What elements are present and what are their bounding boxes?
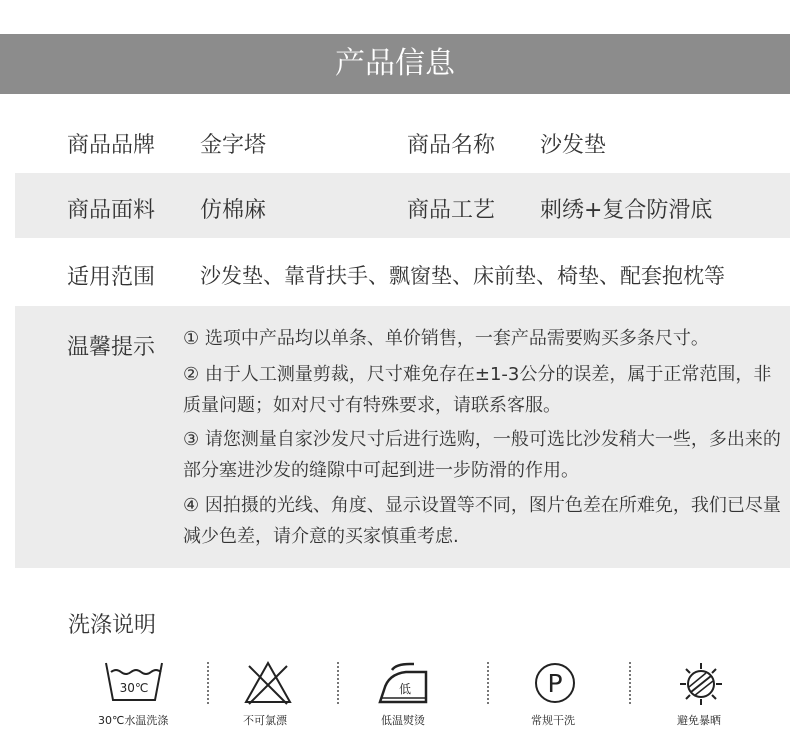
divider: [487, 662, 489, 704]
fabric-value: 仿棉麻: [200, 198, 267, 223]
section-header: [0, 34, 790, 94]
product-name-label: 商品名称: [407, 133, 496, 158]
no-bleach-icon: [243, 660, 293, 706]
product-name-value: 沙发垫: [540, 133, 607, 158]
scope-label: 适用范围: [67, 265, 156, 290]
iron-level-text: 低: [398, 682, 412, 696]
dry-clean-p-icon: [530, 660, 580, 706]
craft-label: 商品工艺: [407, 198, 496, 223]
section-title: 产品信息: [335, 46, 455, 81]
wash-temp-text: 30℃: [119, 681, 149, 695]
tips-block: [15, 306, 790, 568]
no-sun-icon: [676, 660, 726, 706]
dry-clean-letter: P: [547, 669, 563, 698]
no-sun-label: 避免暴晒: [677, 714, 721, 727]
info-row-fabric: [15, 173, 790, 238]
dry-clean-label: 常规干洗: [531, 714, 575, 727]
washing-title: 洗涤说明: [68, 613, 157, 638]
divider: [337, 662, 339, 704]
craft-value: 刺绣+复合防滑底: [540, 198, 713, 223]
no-bleach-label: 不可氯漂: [243, 714, 287, 727]
divider: [629, 662, 631, 704]
fabric-label: 商品面料: [67, 198, 156, 223]
tip-item-2: ② 由于人工测量剪裁，尺寸难免存在±1-3公分的误差，属于正常范围，非质量问题；如对尺寸有特殊要求，请联系客服。: [183, 364, 772, 416]
divider: [207, 662, 209, 704]
wash-30-label: 30℃水温洗涤: [98, 714, 169, 727]
tip-item-3: ③ 请您测量自家沙发尺寸后进行选购，一般可选比沙发稍大一些，多出来的部分塞进沙发的缝隙中可起到进一步防滑的作用。: [183, 429, 781, 481]
low-iron-icon: [376, 660, 432, 706]
wash-30-icon: [103, 660, 165, 706]
tip-item-4: ④ 因拍摄的光线、角度、显示设置等不同，图片色差在所难免，我们已尽量减少色差，请介意的买家慎重考虑.: [183, 495, 781, 547]
tip-item-1: ① 选项中产品均以单条、单价销售，一套产品需要购买多条尺寸。: [183, 328, 709, 349]
brand-label: 商品品牌: [67, 133, 156, 158]
info-row-brand: [15, 110, 790, 172]
info-row-scope: [15, 240, 790, 305]
brand-value: 金字塔: [200, 133, 267, 158]
low-iron-label: 低温熨烫: [381, 714, 425, 727]
tips-label: 温馨提示: [67, 335, 156, 360]
scope-value: 沙发垫、靠背扶手、飘窗垫、床前垫、椅垫、配套抱枕等: [200, 264, 725, 288]
